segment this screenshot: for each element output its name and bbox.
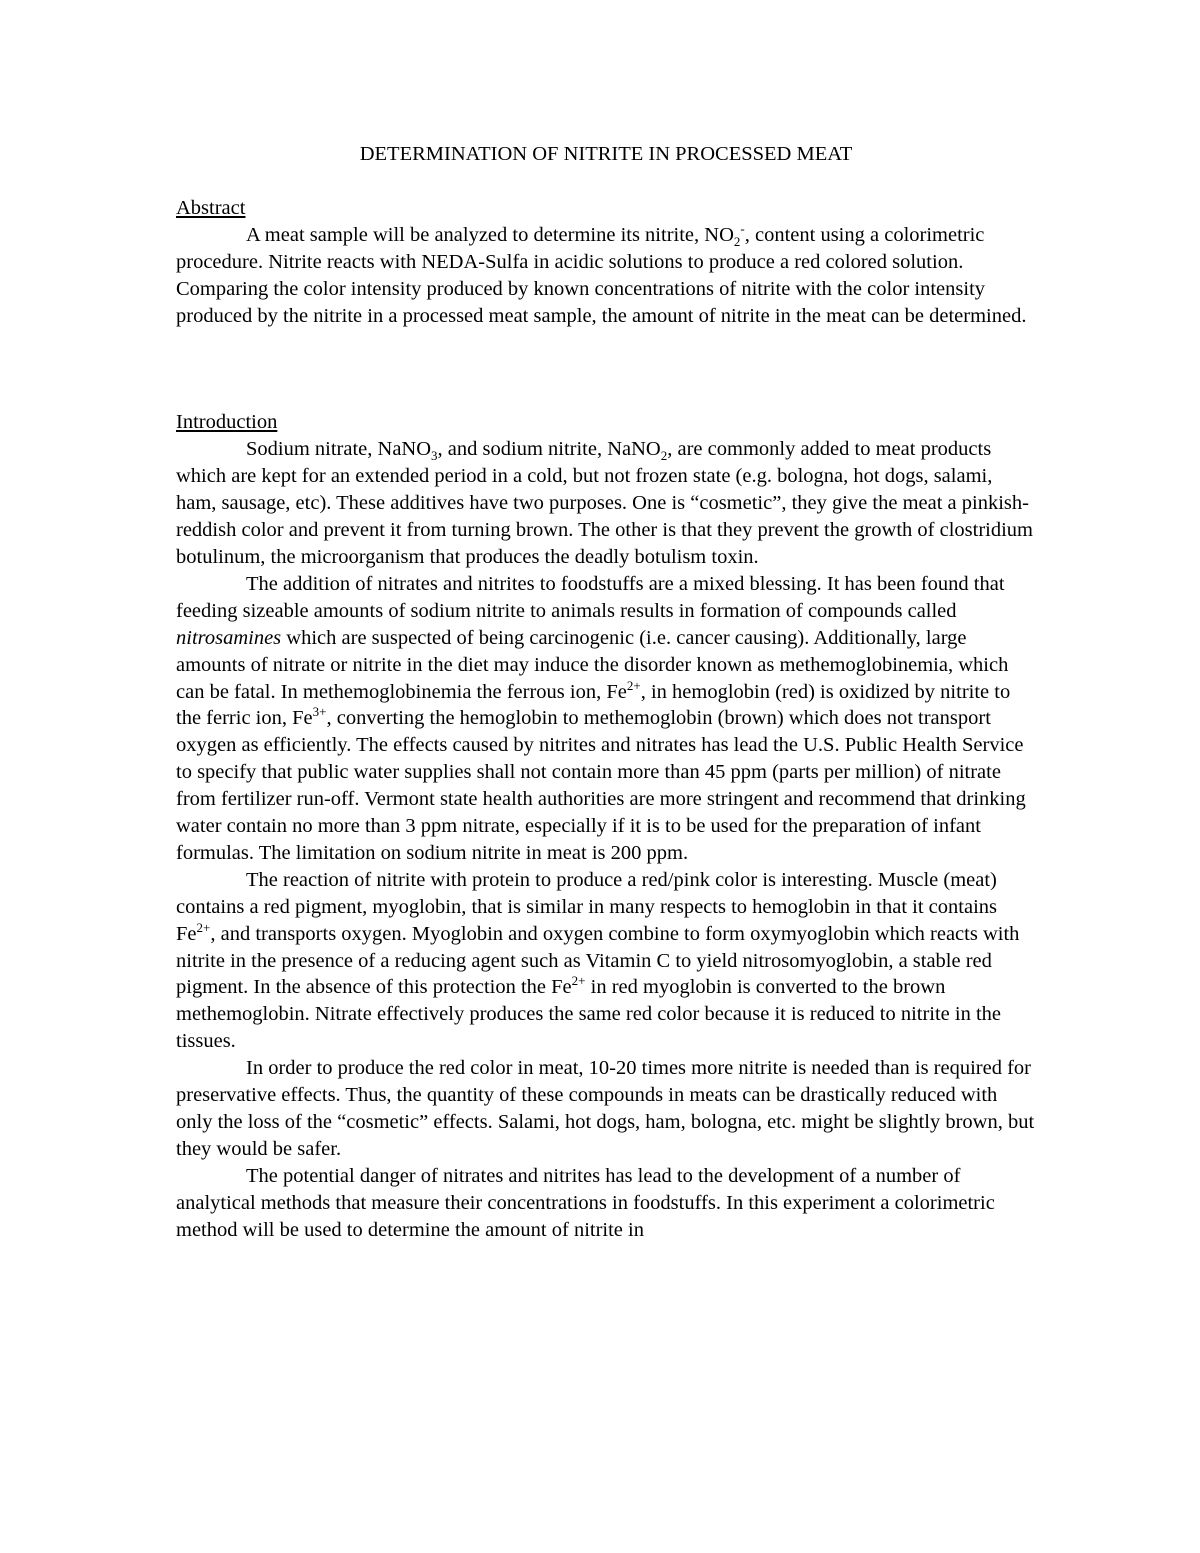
document-page [176, 141, 1036, 1244]
abstract-heading: Abstract [176, 196, 246, 219]
introduction-paragraph-5: The potential danger of nitrates and nitrites has lead to the development of a number of analytical methods that measure their concentrations in foodstuffs. In this experiment a colorimetric method will be used to determine the amount of nitrite in [176, 1164, 995, 1241]
abstract-paragraph: A meat sample will be analyzed to determine its nitrite, $NO_2^-$, content using a colorimetric procedure. Nitrite reacts with NEDA-Sulfa in acidic solutions to produce a red colored solution. Comparing the color intensity produced by known concentrations of nitrite with the color intensity produced by the nitrite in a processed meat sample, the amount of nitrite in the meat can be determined. [176, 220, 1027, 327]
introduction-heading: Introduction [176, 411, 278, 434]
document-title: DETERMINATION OF NITRITE IN PROCESSED MEAT [359, 143, 853, 165]
introduction-paragraph-4: In order to produce the red color in meat, 10-20 times more nitrite is needed than is required for preservative effects. Thus, the quantity of these compounds in meats can be drastically reduced with only the loss of the “cosmetic” effects. Salami, hot dogs, ham, bologna, etc. might be slightly brown, but they would be safer. [176, 1057, 1035, 1160]
introduction-paragraph-2: The addition of nitrates and nitrites to foodstuffs are a mixed blessing. It has been found that feeding sizeable amounts of sodium nitrite to animals results in formation of compounds called nitrosamines which are suspected of being carcinogenic (i.e. cancer causing). Additionally, large amounts of nitrate or nitrite in the diet may induce the disorder known as methemoglobinemia, which can be fatal. In methemoglobinemia the ferrous ion, $Fe^{2+}$, in hemoglobin (red) is oxidized by nitrite to the ferric ion, $Fe^{3+}$, converting the hemoglobin to methemoglobin (brown) which does not transport oxygen as efficiently. The effects caused by nitrites and nitrates has lead the U.S. Public Health Service to specify that public water supplies shall not contain more than 45 ppm (parts per million) of nitrate from fertilizer run-off. Vermont state health authorities are more stringent and recommend that drinking water contain no more than 3 ppm nitrate, especially if it is to be used for the preparation of infant formulas. The limitation on sodium nitrite in meat is 200 ppm. [176, 572, 1026, 864]
section-gap [176, 329, 1036, 409]
introduction-paragraph-3: The reaction of nitrite with protein to produce a red/pink color is interesting. Muscle (meat) contains a red pigment, myoglobin, that is similar in many respects to hemoglobin in that it contains $Fe^{2+}$, and transports oxygen. Myoglobin and oxygen combine to form oxymyoglobin which reacts with nitrite in the presence of a reducing agent such as Vitamin C to yield nitrosomyoglobin, a stable red pigment. In the absence of this protection the $Fe^{2+}$ in red myoglobin is converted to the brown methemoglobin. Nitrate effectively produces the same red color because it is reduced to nitrite in the tissues. [176, 868, 1020, 1053]
introduction-paragraph-1: Sodium nitrate, NaNO$_3$, and sodium nitrite, NaNO$_2$, are commonly added to meat products which are kept for an extended period in a cold, but not frozen state (e.g. bologna, hot dogs, salami, ham, sausage, etc). These additives have two purposes. One is “cosmetic”, they give the meat a pinkish-reddish color and prevent it from turning brown. The other is that they prevent the growth of clostridium botulinum, the microorganism that produces the deadly botulism toxin. [176, 438, 1034, 568]
